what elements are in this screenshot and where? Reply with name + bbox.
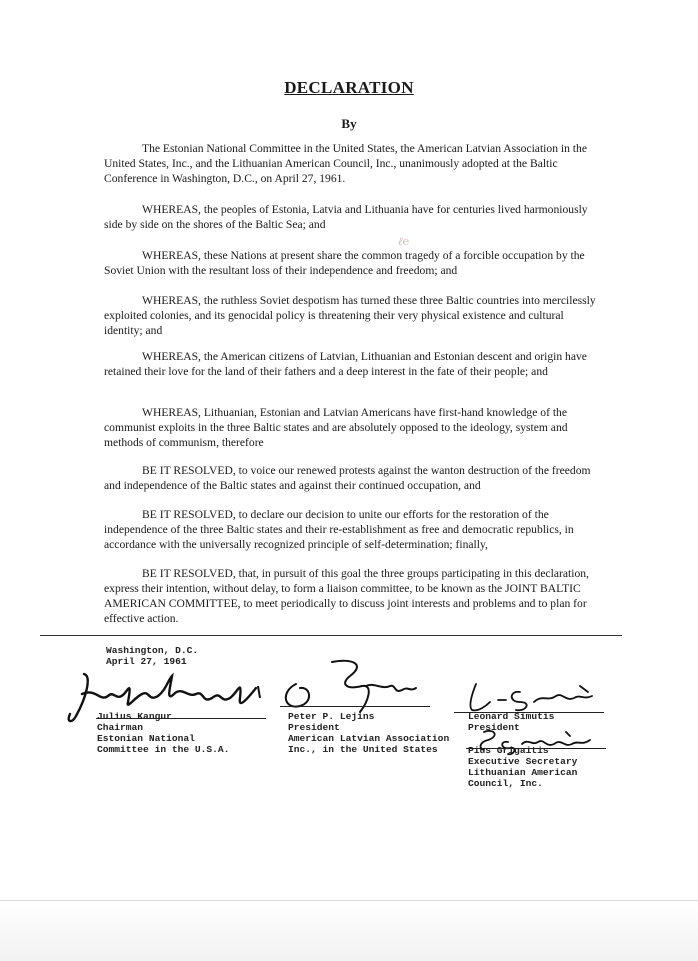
signature-line-lejins <box>280 706 430 707</box>
signatory-name-simutis: Leonard Simutis <box>468 711 555 722</box>
paragraph-resolved-1: BE IT RESOLVED, to voice our renewed protests against the wanton destruction of the freedom and independence of the Baltic states and against their continued occupation, and <box>104 464 591 492</box>
signing-place: Washington, D.C. <box>106 645 199 656</box>
document-by-line: By <box>341 116 357 131</box>
signatory-title-lejins: President <box>288 722 340 733</box>
signatory-org-grigaitis-1: Lithuanian American <box>468 767 578 778</box>
margin-mark: ℓ℮ <box>398 236 410 248</box>
paragraph-whereas-2: WHEREAS, these Nations at present share the common tragedy of a forcible occupation by the Soviet Union with the resultant loss of their independence and freedom; and <box>104 249 585 277</box>
paragraph-whereas-5: WHEREAS, Lithuanian, Estonian and Latvian Americans have first-hand knowledge of the communist exploits in the three Baltic states and are absolutely opposed to the ideology, system and methods of communism, therefore <box>104 406 568 449</box>
signatory-org-kangur-2: Committee in the U.S.A. <box>97 744 230 755</box>
paragraph-preamble: The Estonian National Committee in the United States, the American Latvian Association in the United States, Inc., and the Lithuanian American Council, Inc., unanimously adopted at the Baltic Conference in Washington, D.C., on April 27, 1961. <box>104 142 587 185</box>
signatory-org-grigaitis-2: Council, Inc. <box>468 778 543 789</box>
paragraph-whereas-3: WHEREAS, the ruthless Soviet despotism has turned these three Baltic countries into mercilessly exploited colonies, and its genocidal policy is threatening their very physical existence and cultural identity; and <box>104 294 596 337</box>
signatory-name-grigaitis: Pius Grigaitis <box>468 745 549 756</box>
signatory-title-grigaitis: Executive Secretary <box>468 756 578 767</box>
paragraph-resolved-3: BE IT RESOLVED, that, in pursuit of this goal the three groups participating in this declaration, express their intention, without delay, to form a liaison committee, to be known as the JOINT BALTIC AMERICAN COMMITTEE, to meet periodically to discuss joint interests and problems and to plan for effective action. <box>104 567 589 625</box>
separator-rule <box>40 635 622 636</box>
signatory-org-lejins-1: American Latvian Association <box>288 733 450 744</box>
document-title: DECLARATION <box>284 78 414 97</box>
paragraph-whereas-4: WHEREAS, the American citizens of Latvian, Lithuanian and Estonian descent and origin have retained their love for the land of their fathers and a deep interest in the fate of their people; and <box>104 350 587 378</box>
scan-bottom-edge <box>0 900 698 961</box>
paragraph-resolved-2: BE IT RESOLVED, to declare our decision to unite our efforts for the restoration of the independence of the three Baltic states and their re-establishment as free and democratic republics, in accordance with the universally recognized principle of self-determination; finally, <box>104 508 574 551</box>
signatory-org-lejins-2: Inc., in the United States <box>288 744 438 755</box>
signatory-title-kangur: Chairman <box>97 722 144 733</box>
signing-date: April 27, 1961 <box>106 656 187 667</box>
signatory-org-kangur-1: Estonian National <box>97 733 195 744</box>
signatory-title-simutis: President <box>468 722 520 733</box>
signatory-name-kangur: Julius Kangur <box>97 711 172 722</box>
signatory-name-lejins: Peter P. Lejins <box>288 711 375 722</box>
paragraph-whereas-1: WHEREAS, the peoples of Estonia, Latvia and Lithuania have for centuries lived harmoniously side by side on the shores of the Baltic Sea; and <box>104 203 588 231</box>
